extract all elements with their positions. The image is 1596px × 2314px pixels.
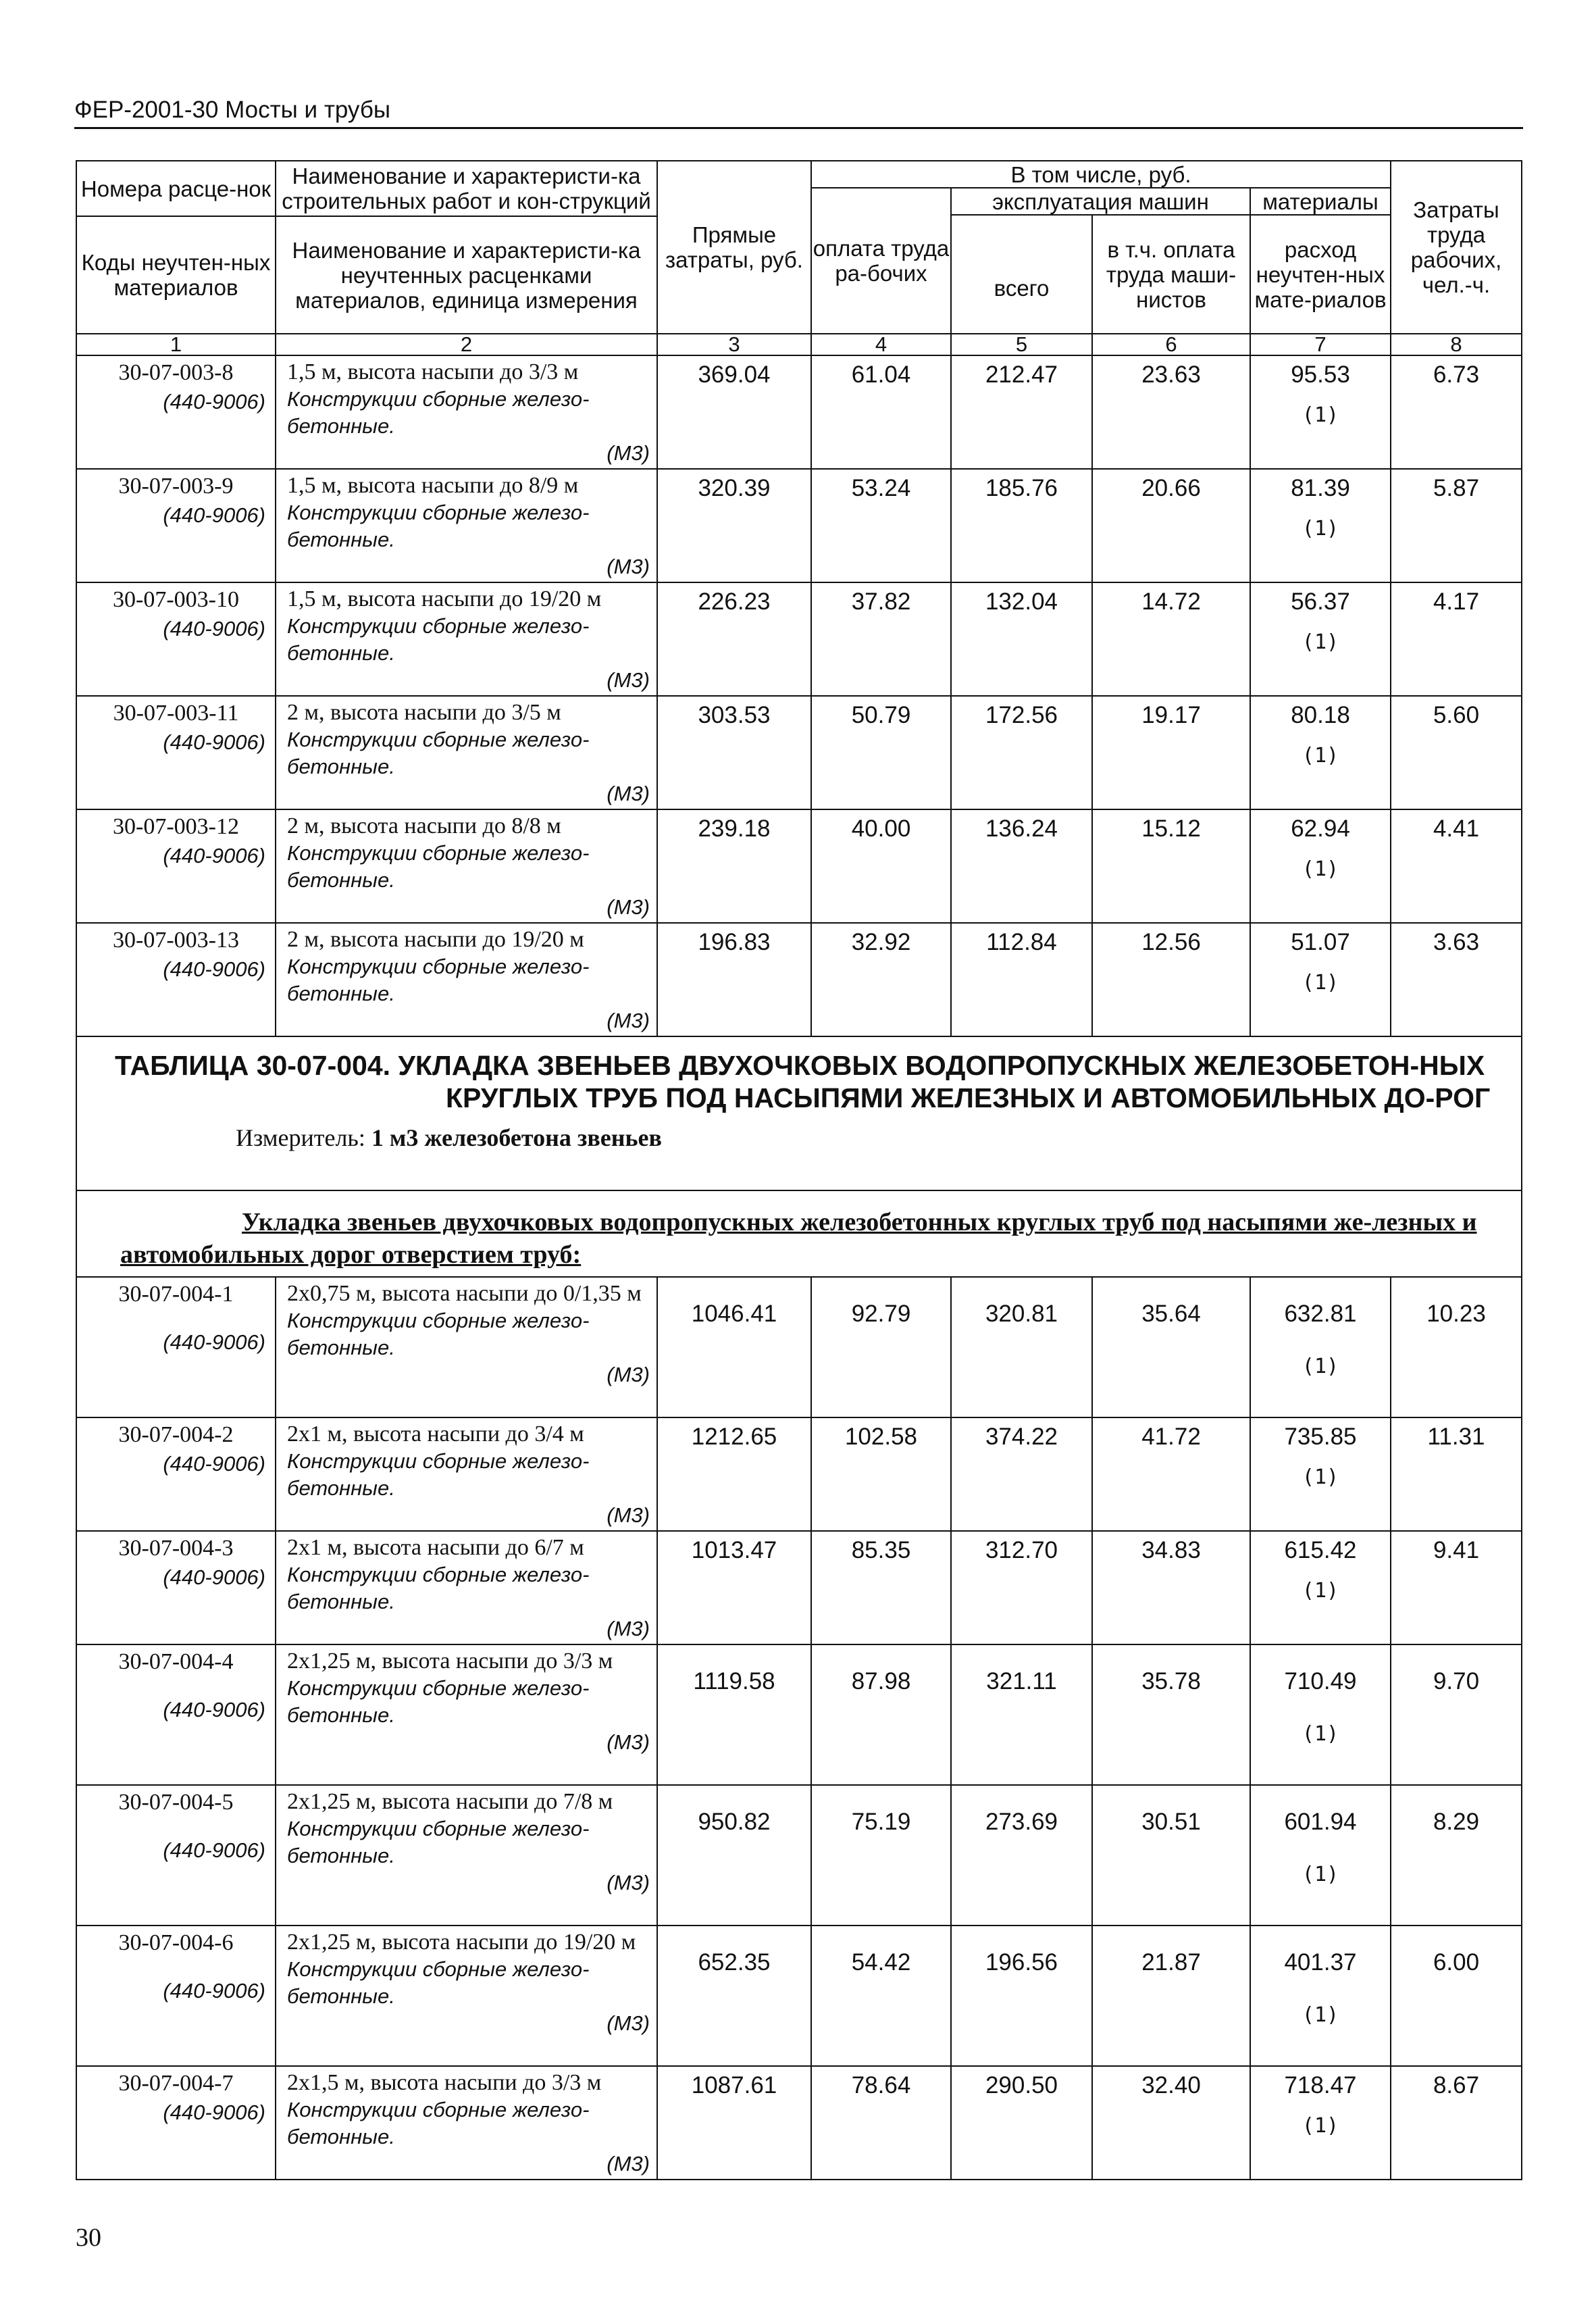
labor-cell: 10.23 [1391,1277,1522,1417]
machines-total-cell: 212.47 [951,355,1092,469]
header-materials-unaccounted: расход неучтен-ных мате-риалов [1250,215,1391,334]
header-including: В том числе, руб. [811,161,1391,188]
rate-code: 30-07-003-8 [118,360,234,385]
materials-cell [1250,1785,1391,1926]
column-numbers-row [76,334,1522,355]
description-cell [276,809,657,923]
table-row [76,1277,1522,1417]
machines-total-cell: 374.22 [951,1417,1092,1531]
direct-costs-cell: 950.82 [657,1785,811,1926]
work-description: 2х1 м, высота насыпи до 3/4 м [287,1422,584,1447]
unit: (М3) [607,555,650,578]
materials-cell [1250,809,1391,923]
unit: (М3) [607,1871,650,1894]
page-header: ФЕР-2001-30 Мосты и трубы [74,93,1523,129]
work-description: 2х1,5 м, высота насыпи до 3/3 м [287,2070,602,2095]
labor-cell: 5.87 [1391,469,1522,582]
material-code: (440-9006) [163,1979,265,2003]
material-code: (440-9006) [163,1698,265,1721]
unit: (М3) [607,1009,650,1032]
material-description: Конструкции сборные железо-бетонные. [287,1817,590,1867]
material-code: (440-9006) [163,390,265,413]
work-description: 1,5 м, высота насыпи до 19/20 м [287,586,602,611]
materials-cell [1250,1644,1391,1785]
code-cell [76,1277,276,1417]
meter-line [77,1114,1521,1164]
labor-cell: 9.41 [1391,1531,1522,1644]
column-number: 7 [1250,334,1391,355]
material-description: Конструкции сборные железо-бетонные. [287,1309,590,1359]
price-table [76,160,1522,2180]
work-description: 1,5 м, высота насыпи до 8/9 м [287,473,579,498]
direct-costs-cell: 303.53 [657,696,811,809]
work-description: 2 м, высота насыпи до 8/8 м [287,813,561,838]
description-cell [276,1926,657,2066]
machines-total-cell: 172.56 [951,696,1092,809]
description-cell [276,582,657,696]
materials-value: 632.81 [1284,1301,1357,1327]
material-code: (440-9006) [163,1330,265,1354]
unit: (М3) [607,668,650,692]
work-description: 2 м, высота насыпи до 19/20 м [287,927,584,952]
materials-cell [1250,696,1391,809]
code-cell [76,1926,276,2066]
material-code: (440-9006) [163,617,265,640]
section-title-row [76,1190,1522,1277]
material-description: Конструкции сборные железо-бетонные. [287,955,590,1005]
material-code: (440-9006) [163,2101,265,2124]
wages-cell: 87.98 [811,1644,951,1785]
rate-code: 30-07-004-1 [118,1282,234,1307]
column-number: 3 [657,334,811,355]
direct-costs-cell: 1087.61 [657,2066,811,2180]
unit: (М3) [607,2152,650,2175]
labor-cell: 11.31 [1391,1417,1522,1531]
materials-value: 56.37 [1291,588,1350,615]
materials-cell [1250,1277,1391,1417]
direct-costs-cell: 1046.41 [657,1277,811,1417]
description-cell [276,1644,657,1785]
material-description: Конструкции сборные железо-бетонные. [287,2098,590,2148]
meter-value: 1 м3 железобетона звеньев [371,1124,662,1151]
direct-costs-cell: 1212.65 [657,1417,811,1531]
materials-cell [1250,923,1391,1036]
table-row [76,1644,1522,1785]
machines-wages-cell: 23.63 [1092,355,1250,469]
wages-cell: 85.35 [811,1531,951,1644]
table-title-row [76,1036,1522,1190]
materials-flag: (1) [1302,744,1339,768]
machines-wages-cell: 21.87 [1092,1926,1250,2066]
material-description: Конструкции сборные железо-бетонные. [287,501,590,551]
materials-value: 401.37 [1284,1949,1357,1976]
materials-cell [1250,1926,1391,2066]
materials-value: 62.94 [1291,815,1350,842]
meter-label: Измеритель: [236,1124,365,1151]
material-code: (440-9006) [163,1838,265,1862]
rate-code: 30-07-004-3 [118,1536,234,1561]
machines-wages-cell: 12.56 [1092,923,1250,1036]
wages-cell: 40.00 [811,809,951,923]
header-machines-total: всего [951,215,1092,334]
labor-cell: 4.17 [1391,582,1522,696]
materials-value: 51.07 [1291,929,1350,955]
material-description: Конструкции сборные железо-бетонные. [287,728,590,778]
machines-wages-cell: 32.40 [1092,2066,1250,2180]
materials-cell [1250,1417,1391,1531]
table-title [77,1037,1521,1114]
rate-code: 30-07-004-7 [118,2071,234,2096]
rate-code: 30-07-003-9 [118,474,234,499]
wages-cell: 32.92 [811,923,951,1036]
rows-group-003 [76,355,1522,1036]
rate-code: 30-07-004-2 [118,1422,234,1447]
code-cell [76,469,276,582]
machines-total-cell: 321.11 [951,1644,1092,1785]
table-row [76,582,1522,696]
machines-wages-cell: 15.12 [1092,809,1250,923]
table-row [76,2066,1522,2180]
wages-cell: 61.04 [811,355,951,469]
machines-wages-cell: 35.78 [1092,1644,1250,1785]
materials-flag: (1) [1302,857,1339,881]
table-title-text: ТАБЛИЦА 30-07-004. УКЛАДКА ЗВЕНЬЕВ ДВУХОЧКОВЫХ ВОДОПРОПУСКНЫХ ЖЕЛЕЗОБЕТОН-НЫХ КРУГЛЫХ ТРУБ ПОД НАСЫПЯМИ ЖЕЛЕЗНЫХ И АВТОМОБИЛЬНЫХ ДО-РОГ [115,1050,1491,1113]
table-row [76,1785,1522,1926]
code-cell [76,1417,276,1531]
code-cell [76,2066,276,2180]
work-description: 2х1,25 м, высота насыпи до 3/3 м [287,1649,613,1674]
table-row [76,1926,1522,2066]
description-cell [276,1785,657,1926]
wages-cell: 102.58 [811,1417,951,1531]
code-cell [76,1785,276,1926]
labor-cell: 6.73 [1391,355,1522,469]
material-code: (440-9006) [163,1565,265,1589]
materials-flag: (1) [1302,1355,1339,1378]
machines-total-cell: 112.84 [951,923,1092,1036]
header-codes: Номера расце-нок [76,161,276,216]
labor-cell: 8.29 [1391,1785,1522,1926]
wages-cell: 75.19 [811,1785,951,1926]
materials-flag: (1) [1302,517,1339,540]
header-material-codes: Коды неучтен-ных материалов [76,216,276,334]
direct-costs-cell: 369.04 [657,355,811,469]
unit: (М3) [607,782,650,805]
work-description: 1,5 м, высота насыпи до 3/3 м [287,359,579,384]
rate-code: 30-07-003-13 [113,928,239,953]
materials-flag: (1) [1302,630,1339,654]
machines-wages-cell: 30.51 [1092,1785,1250,1926]
machines-wages-cell: 20.66 [1092,469,1250,582]
work-description: 2х1 м, высота насыпи до 6/7 м [287,1535,584,1560]
description-cell [276,2066,657,2180]
column-number: 8 [1391,334,1522,355]
materials-flag: (1) [1302,971,1339,995]
rows-group-004 [76,1277,1522,2180]
machines-total-cell: 273.69 [951,1785,1092,1926]
unit: (М3) [607,1503,650,1527]
materials-flag: (1) [1302,2114,1339,2138]
header-material-name: Наименование и характеристи-ка неучтенных расценками материалов, единица измерения [276,216,657,334]
rate-code: 30-07-004-6 [118,1930,234,1955]
machines-total-cell: 312.70 [951,1531,1092,1644]
machines-wages-cell: 41.72 [1092,1417,1250,1531]
header-machines-wages: в т.ч. оплата труда маши-нистов [1092,215,1250,334]
column-number: 5 [951,334,1092,355]
machines-wages-cell: 34.83 [1092,1531,1250,1644]
wages-cell: 54.42 [811,1926,951,2066]
description-cell [276,355,657,469]
materials-value: 718.47 [1284,2072,1357,2098]
material-description: Конструкции сборные железо-бетонные. [287,1676,590,1727]
materials-value: 735.85 [1284,1424,1357,1450]
labor-cell: 6.00 [1391,1926,1522,2066]
direct-costs-cell: 652.35 [657,1926,811,2066]
direct-costs-cell: 1119.58 [657,1644,811,1785]
materials-flag: (1) [1302,1465,1339,1489]
material-description: Конструкции сборные железо-бетонные. [287,1957,590,2008]
work-description: 2х1,25 м, высота насыпи до 19/20 м [287,1930,636,1955]
header-machines: эксплуатация машин [951,188,1250,215]
work-description: 2 м, высота насыпи до 3/5 м [287,700,561,725]
description-cell [276,923,657,1036]
machines-total-cell: 132.04 [951,582,1092,696]
description-cell [276,1277,657,1417]
materials-cell [1250,2066,1391,2180]
materials-value: 80.18 [1291,702,1350,728]
section-title-text: Укладка звеньев двухочковых водопропускных железобетонных круглых труб под насыпями же-лезных и автомобильных дорог отверстием труб: [120,1208,1477,1269]
wages-cell: 37.82 [811,582,951,696]
direct-costs-cell: 226.23 [657,582,811,696]
material-code: (440-9006) [163,844,265,867]
materials-value: 81.39 [1291,475,1350,501]
direct-costs-cell: 239.18 [657,809,811,923]
materials-flag: (1) [1302,403,1339,427]
materials-flag: (1) [1302,2003,1339,2027]
machines-wages-cell: 19.17 [1092,696,1250,809]
material-description: Конструкции сборные железо-бетонные. [287,1449,590,1500]
code-cell [76,1644,276,1785]
machines-wages-cell: 35.64 [1092,1277,1250,1417]
labor-cell: 4.41 [1391,809,1522,923]
table-row [76,1531,1522,1644]
column-number: 1 [76,334,276,355]
machines-total-cell: 290.50 [951,2066,1092,2180]
work-description: 2х0,75 м, высота насыпи до 0/1,35 м [287,1281,642,1306]
table-row [76,355,1522,469]
code-cell [76,1531,276,1644]
materials-value: 95.53 [1291,361,1350,388]
code-cell [76,355,276,469]
unit: (М3) [607,1617,650,1640]
machines-wages-cell: 14.72 [1092,582,1250,696]
column-number: 2 [276,334,657,355]
column-number: 6 [1092,334,1250,355]
header-materials: материалы [1250,188,1391,215]
labor-cell: 8.67 [1391,2066,1522,2180]
column-number: 4 [811,334,951,355]
machines-total-cell: 320.81 [951,1277,1092,1417]
table-row [76,923,1522,1036]
wages-cell: 92.79 [811,1277,951,1417]
materials-cell [1250,1531,1391,1644]
material-description: Конструкции сборные железо-бетонные. [287,614,590,665]
direct-costs-cell: 320.39 [657,469,811,582]
code-cell [76,582,276,696]
labor-cell: 5.60 [1391,696,1522,809]
code-cell [76,923,276,1036]
materials-flag: (1) [1302,1722,1339,1746]
unit: (М3) [607,1730,650,1754]
materials-value: 615.42 [1284,1537,1357,1563]
wages-cell: 78.64 [811,2066,951,2180]
section-title [77,1191,1521,1274]
machines-total-cell: 196.56 [951,1926,1092,2066]
material-code: (440-9006) [163,957,265,981]
table-row [76,696,1522,809]
materials-cell [1250,469,1391,582]
direct-costs-cell: 196.83 [657,923,811,1036]
table-row [76,469,1522,582]
materials-cell [1250,582,1391,696]
materials-cell [1250,355,1391,469]
materials-value: 710.49 [1284,1668,1357,1694]
rate-code: 30-07-003-10 [113,587,239,612]
wages-cell: 50.79 [811,696,951,809]
unit: (М3) [607,2011,650,2035]
unit: (М3) [607,441,650,465]
machines-total-cell: 185.76 [951,469,1092,582]
rate-code: 30-07-003-12 [113,814,239,839]
header-name: Наименование и характеристи-ка строительных работ и кон-струкций [276,161,657,216]
table-row [76,1417,1522,1531]
rate-code: 30-07-004-5 [118,1790,234,1815]
material-description: Конструкции сборные железо-бетонные. [287,841,590,892]
page-number: 30 [76,2223,101,2252]
material-code: (440-9006) [163,503,265,527]
material-code: (440-9006) [163,1452,265,1476]
labor-cell: 9.70 [1391,1644,1522,1785]
work-description: 2х1,25 м, высота насыпи до 7/8 м [287,1789,613,1814]
rate-code: 30-07-004-4 [118,1649,234,1674]
materials-value: 601.94 [1284,1809,1357,1835]
unit: (М3) [607,895,650,919]
description-cell [276,1531,657,1644]
materials-flag: (1) [1302,1863,1339,1886]
unit: (М3) [607,1363,650,1386]
description-cell [276,1417,657,1531]
description-cell [276,696,657,809]
header-direct-costs: Прямые затраты, руб. [657,161,811,334]
table-row [76,809,1522,923]
header-wages: оплата труда ра-бочих [811,188,951,334]
code-cell [76,809,276,923]
rate-code: 30-07-003-11 [113,701,239,726]
direct-costs-cell: 1013.47 [657,1531,811,1644]
machines-total-cell: 136.24 [951,809,1092,923]
code-cell [76,696,276,809]
header-labor: Затраты труда рабочих, чел.-ч. [1391,161,1522,334]
labor-cell: 3.63 [1391,923,1522,1036]
material-description: Конструкции сборные железо-бетонные. [287,1563,590,1613]
wages-cell: 53.24 [811,469,951,582]
material-description: Конструкции сборные железо-бетонные. [287,387,590,438]
material-code: (440-9006) [163,730,265,754]
materials-flag: (1) [1302,1579,1339,1603]
description-cell [276,469,657,582]
